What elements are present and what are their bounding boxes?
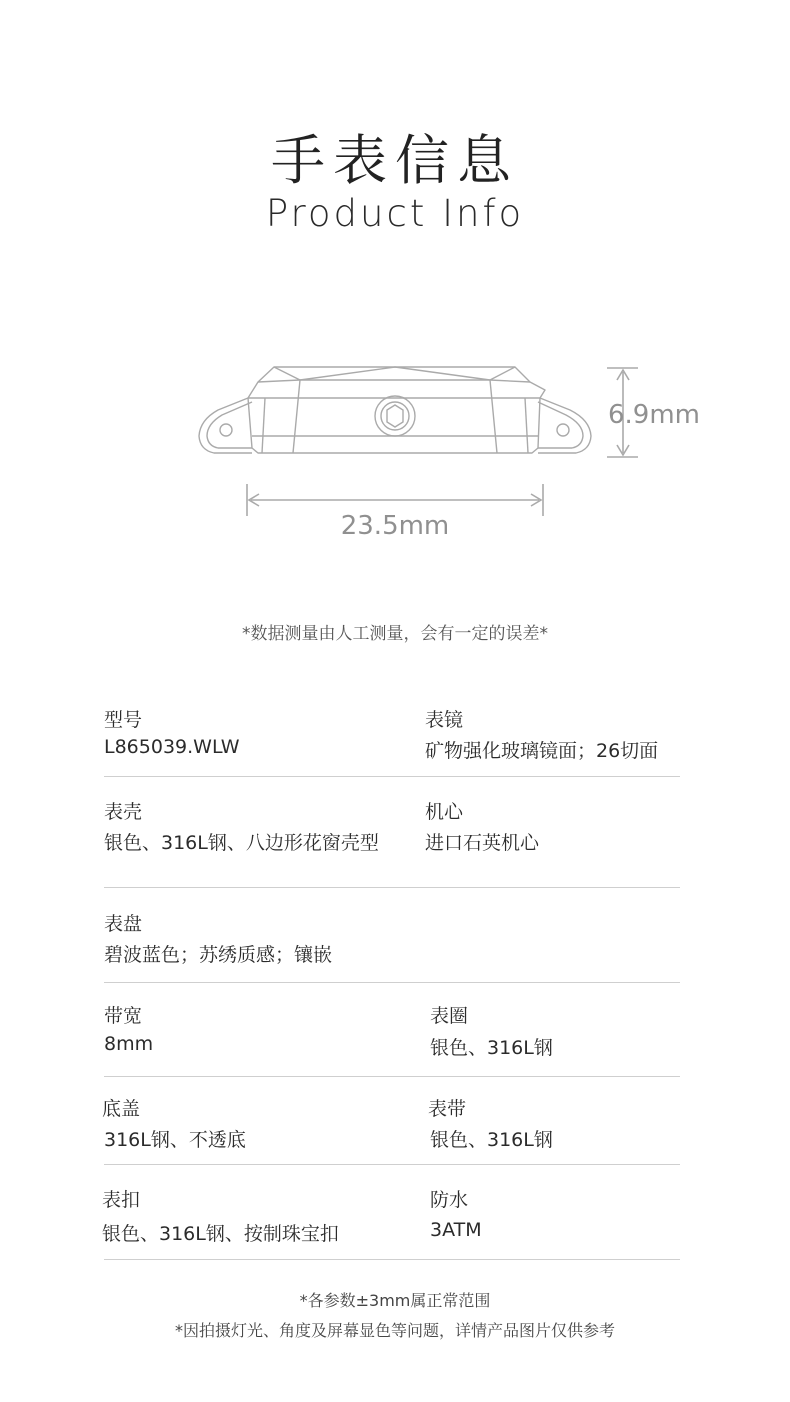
spec-label-strap-width: 带宽: [104, 1005, 143, 1027]
crown-icon: [375, 396, 415, 436]
spec-value-strap-width: 8mm: [104, 1033, 154, 1055]
spec-value-clasp: 银色、316L钢、按制珠宝扣: [102, 1223, 339, 1245]
spec-value-model: L865039.WLW: [104, 736, 240, 758]
image-disclaimer-note: *因拍摄灯光、角度及屏幕显色等问题，详情产品图片仅供参考: [174, 1321, 615, 1340]
spec-label-case: 表壳: [104, 801, 143, 823]
divider: [104, 1259, 680, 1260]
spec-label-crystal: 表镜: [425, 709, 464, 731]
divider: [104, 776, 680, 777]
spec-label-model: 型号: [104, 709, 143, 731]
page-title-en: Product Info: [265, 192, 525, 235]
spec-label-bezel: 表圈: [430, 1005, 469, 1027]
watch-case-outline: [199, 367, 591, 453]
spec-label-movement: 机心: [425, 801, 464, 823]
spec-label-strap: 表带: [428, 1098, 467, 1120]
page-title-cn: 手表信息: [271, 129, 519, 192]
spec-value-bezel: 银色、316L钢: [430, 1037, 553, 1059]
spec-label-dial: 表盘: [104, 913, 143, 935]
measurement-note: *数据测量由人工测量，会有一定的误差*: [242, 624, 548, 644]
spec-value-crystal: 矿物强化玻璃镜面；26切面: [425, 740, 659, 762]
spec-value-strap: 银色、316L钢: [430, 1129, 553, 1151]
spec-value-water-resistance: 3ATM: [430, 1219, 482, 1241]
divider: [104, 887, 680, 888]
spec-value-case: 银色、316L钢、八边形花窗壳型: [104, 832, 379, 854]
spec-value-movement: 进口石英机心: [425, 832, 540, 854]
watch-side-view-diagram: [0, 340, 790, 540]
spec-value-caseback: 316L钢、不透底: [104, 1129, 246, 1151]
spec-label-water-resistance: 防水: [430, 1189, 469, 1211]
spec-label-clasp: 表扣: [102, 1189, 141, 1211]
divider: [104, 1076, 680, 1077]
width-label: 23.5mm: [340, 511, 450, 540]
tolerance-note: *各参数±3mm属正常范围: [299, 1291, 491, 1310]
spec-label-caseback: 底盖: [102, 1098, 141, 1120]
height-label: 6.9mm: [608, 400, 701, 430]
divider: [104, 982, 680, 983]
divider: [104, 1164, 680, 1165]
spec-value-dial: 碧波蓝色；苏绣质感；镶嵌: [104, 944, 333, 966]
